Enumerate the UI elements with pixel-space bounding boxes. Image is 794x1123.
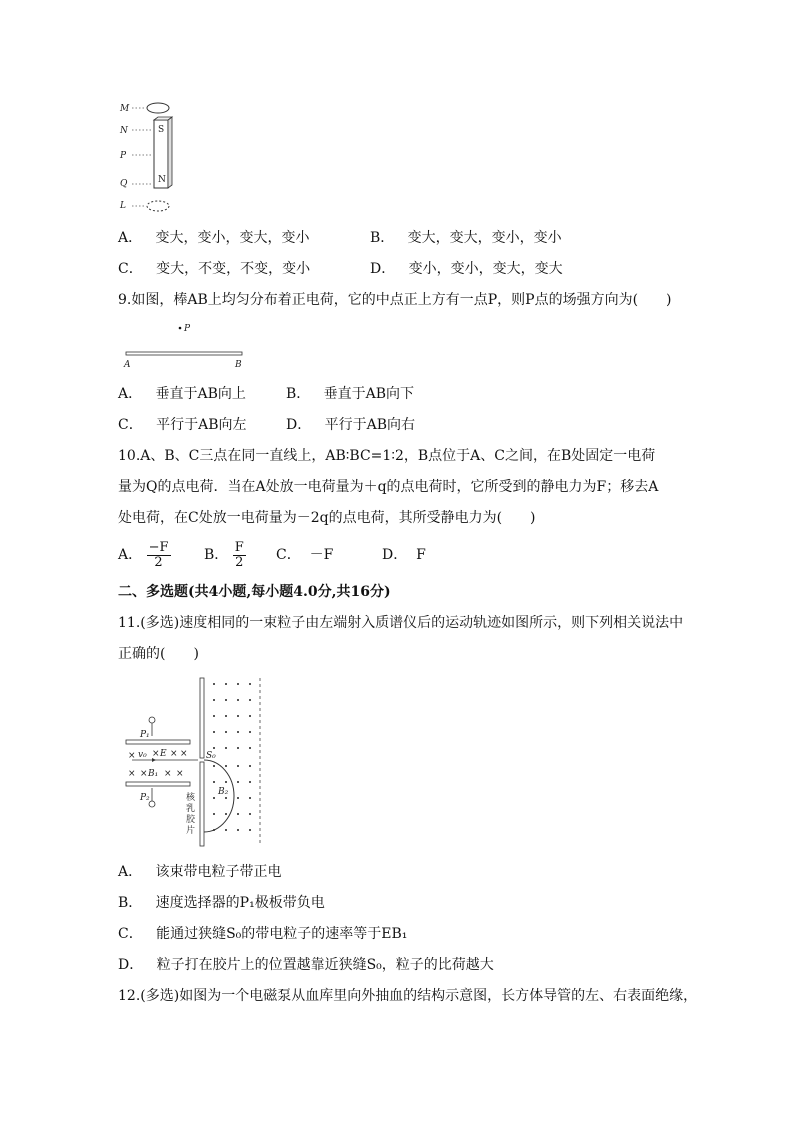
plate-p1: [126, 740, 190, 744]
section-2-title: 二、多选题(共4小题,每小题4.0分,共16分): [118, 584, 391, 600]
label-p1: P₁: [140, 730, 150, 740]
fraction-neg-f-over-2: $\frac{-F}{2}$: [148, 539, 169, 570]
label-q: Q: [120, 179, 128, 189]
film-plate-upper: [200, 678, 204, 758]
q10-option-a: A． $\frac{-F}{2}$: [118, 539, 169, 570]
q11-line-1: 11.(多选)速度相同的一束粒子由左端射入质谱仪后的运动轨迹如图所示，则下列相关说法中: [118, 615, 684, 631]
label-p: P: [184, 324, 191, 334]
q12-line-1: 12.(多选)如图为一个电磁泵从血库里向外抽血的结构示意图，长方体导管的左、右表面绝缘，: [118, 988, 698, 1004]
svg-text:×: ×: [170, 749, 178, 759]
svg-text:×: ×: [180, 749, 188, 759]
label-l: L: [120, 201, 126, 211]
svg-text:×: ×: [176, 769, 184, 779]
q9-option-b: B． 垂直于AB向下: [286, 386, 415, 402]
label-p: P: [120, 151, 127, 161]
film-plate-lower: [200, 762, 204, 846]
q11-line-2: 正确的( ): [118, 646, 199, 662]
q11-option-a: A． 该束带电粒子带正电: [118, 864, 282, 880]
magnet-figure: [116, 98, 186, 216]
pole-n: N: [158, 175, 166, 185]
svg-text:片: 片: [186, 826, 196, 836]
pole-s: S: [158, 125, 165, 135]
label-a: A: [124, 360, 131, 370]
q10-line-2: 量为Q的点电荷．当在A处放一电荷量为＋q的点电荷时，它所受到的静电力为F；移去A: [118, 479, 659, 495]
q11-option-d: D． 粒子打在胶片上的位置越靠近狭缝S₀，粒子的比荷越大: [118, 957, 494, 973]
svg-text:乳: 乳: [186, 804, 196, 814]
q9-option-c: C． 平行于AB向左: [118, 417, 247, 433]
label-p2: P₂: [140, 793, 150, 803]
svg-text:×: ×: [152, 749, 160, 759]
fraction-f-over-2: $\frac{F}{2}$: [234, 539, 244, 570]
q8-option-d: D． 变小，变小，变大，变大: [370, 261, 563, 277]
q9-stem: 9.如图，棒AB上均匀分布着正电荷，它的中点正上方有一点P，则P点的场强方向为( ): [118, 292, 672, 308]
q10-option-d: D． F: [382, 547, 426, 563]
svg-text:×: ×: [128, 751, 136, 761]
q8-option-c: C． 变大，不变，不变，变小: [118, 261, 311, 277]
point-p: [179, 327, 182, 330]
label-s0: S₀: [206, 751, 216, 761]
label-e: E: [160, 749, 167, 759]
q8-option-a: A． 变大，变小，变大，变小: [118, 230, 310, 246]
label-v0: v₀: [138, 750, 147, 760]
loop-m: [147, 103, 169, 113]
svg-text:×: ×: [140, 769, 148, 779]
q9-option-d: D． 平行于AB向右: [286, 417, 415, 433]
rod-figure: [118, 320, 250, 370]
q10-option-c: C． －F: [276, 547, 334, 563]
q10-line-1: 10.A、B、C三点在同一直线上，AB∶BC=1∶2，B点位于A、C之间，在B处固定一电荷: [118, 448, 656, 464]
label-b: B: [235, 360, 242, 370]
label-n: N: [120, 126, 128, 136]
plate-p2: [126, 782, 190, 786]
q11-option-b: B． 速度选择器的P₁极板带负电: [118, 895, 325, 911]
label-m: M: [120, 104, 130, 114]
film-label: [186, 791, 196, 836]
q9-option-a: A． 垂直于AB向上: [118, 386, 246, 402]
q8-option-b: B． 变大，变大，变小，变小: [370, 230, 562, 246]
label-b1: B₁: [148, 769, 159, 779]
svg-text:×: ×: [164, 769, 172, 779]
q10-option-b: B． $\frac{F}{2}$: [204, 539, 244, 570]
svg-text:胶: 胶: [186, 815, 196, 825]
mass-spectrometer-figure: [122, 676, 264, 848]
q10-line-3: 处电荷，在C处放一电荷量为－2q的点电荷，其所受静电力为( ): [118, 510, 536, 526]
svg-text:核: 核: [186, 793, 196, 803]
q11-option-c: C． 能通过狭缝S₀的带电粒子的速率等于EB₁: [118, 926, 408, 942]
loop-l: [147, 201, 169, 211]
rod-ab: [126, 352, 242, 355]
label-b2: B₂: [218, 787, 229, 797]
svg-text:×: ×: [128, 769, 136, 779]
